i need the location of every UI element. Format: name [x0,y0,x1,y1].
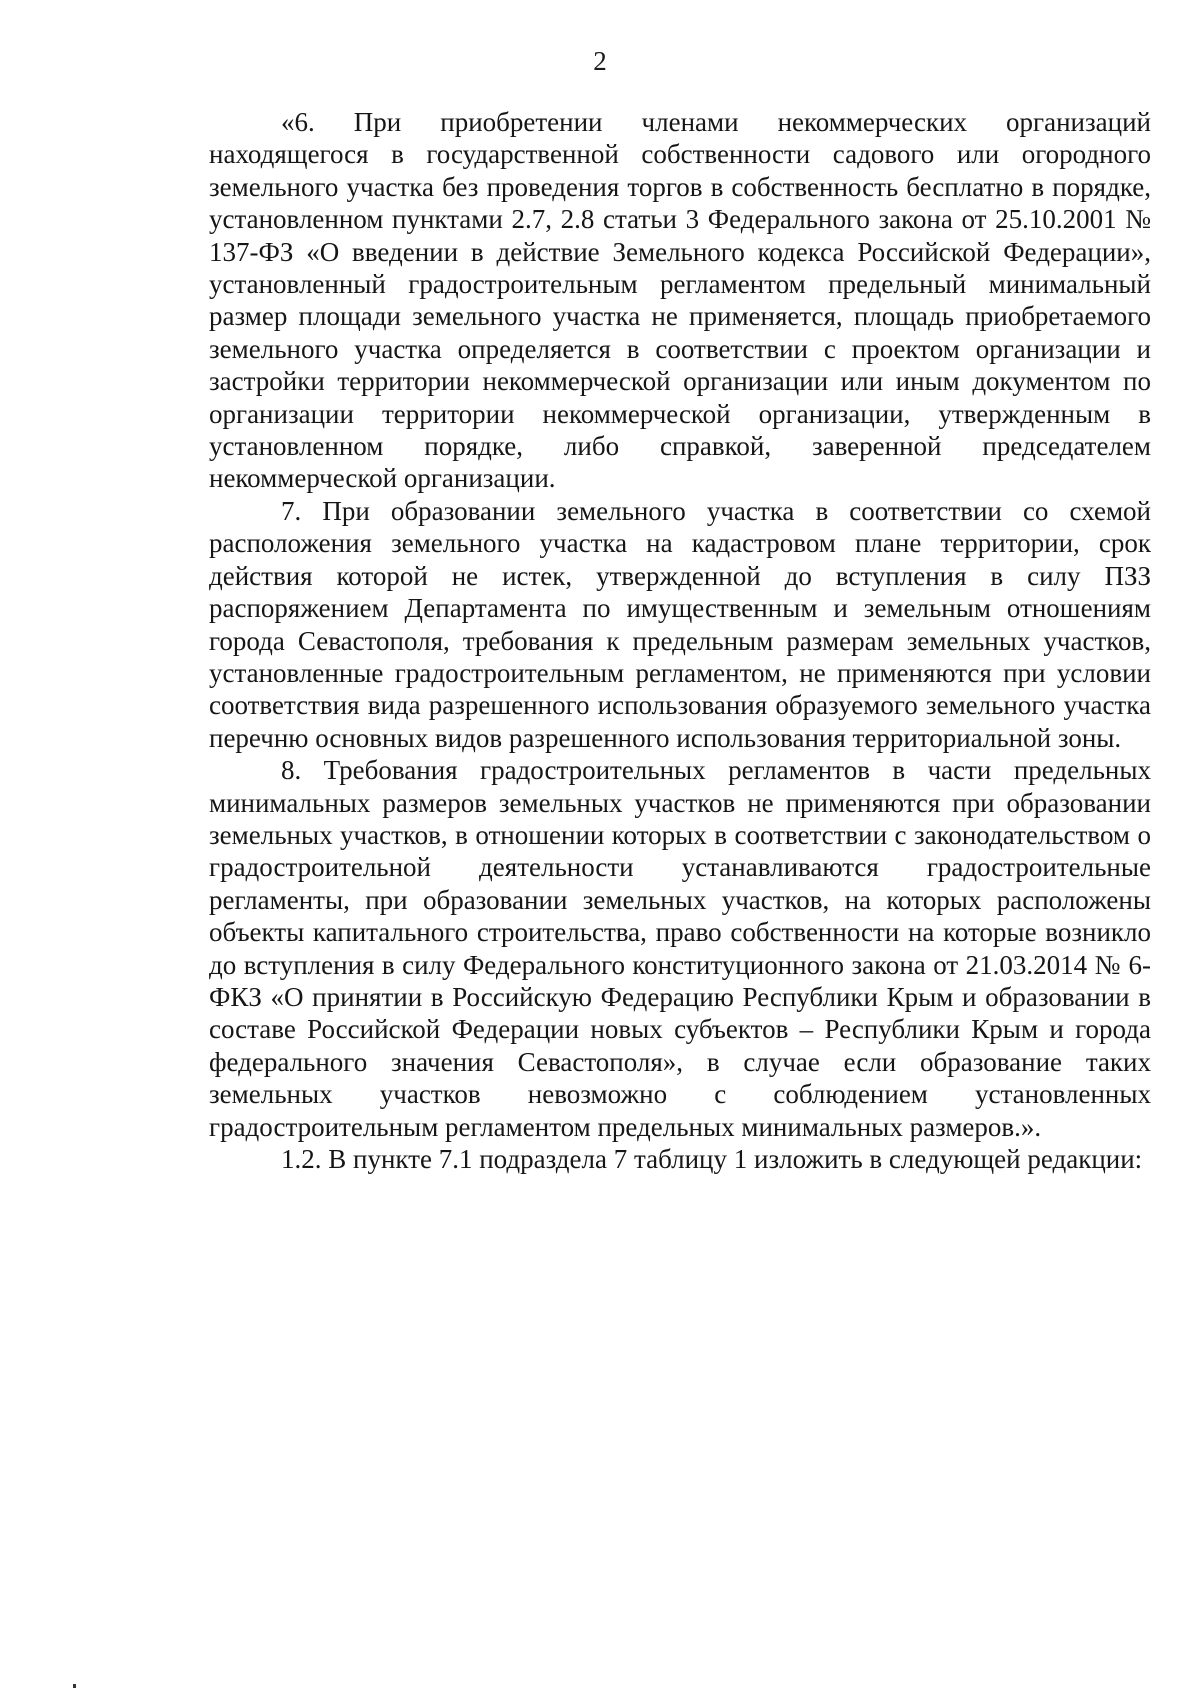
paragraph-7: 7. При образовании земельного участка в соответствии со схемой расположения земельного участка на кадастровом плане территории, срок действия которой не истек, утвержденной до вступления в силу ПЗЗ распоряжением Департамента по имущественным и земельным отношениям города Севастополя, требования к предельным размерам земельных участков, установленные градостроительным регламентом, не применяются при условии соответствия вида разрешенного использования образуемого земельного участка перечню основных видов разрешенного использования территориальной зоны. [209,495,1151,753]
scan-mark [73,1684,76,1688]
paragraph-6: «6. При приобретении членами некоммерческих организаций находящегося в государственной собственности садового или огородного земельного участка без проведения торгов в собственность бесплатно в порядке, установленном пунктами 2.7, 2.8 статьи 3 Федерального закона от 25.10.2001 № 137-ФЗ «О введении в действие Земельного кодекса Российской Федерации», установленный градостроительным регламентом предельный минимальный размер площади земельного участка не применяется, площадь приобретаемого земельного участка определяется в соответствии с проектом организации и застройки территории некоммерческой организации или иным документом по организации территории некоммерческой организации, утвержденным в установленном порядке, либо справкой, заверенной председателем некоммерческой организации. [209,107,1151,494]
paragraph-8: 8. Требования градостроительных регламентов в части предельных минимальных размеров земельных участков не применяются при образовании земельных участков, в отношении которых в соответствии с законодательством о градостроительной деятельности устанавливаются градостроительные регламенты, при образовании земельных участков, на которых расположены объекты капитального строительства, право собственности на которые возникло до вступления в силу Федерального конституционного закона от 21.03.2014 № 6-ФКЗ «О принятии в Российскую Федерацию Республики Крым и образовании в составе Российской Федерации новых субъектов – Республики Крым и города федерального значения Севастополя», в случае если образование таких земельных участков невозможно с соблюдением установленных градостроительным регламентом предельных минимальных размеров.». [209,755,1151,1142]
document-body [209,106,1151,1175]
paragraph-1-2: 1.2. В пункте 7.1 подраздела 7 таблицу 1 изложить в следующей редакции: [281,1144,1143,1174]
page-number: 2 [593,46,607,76]
